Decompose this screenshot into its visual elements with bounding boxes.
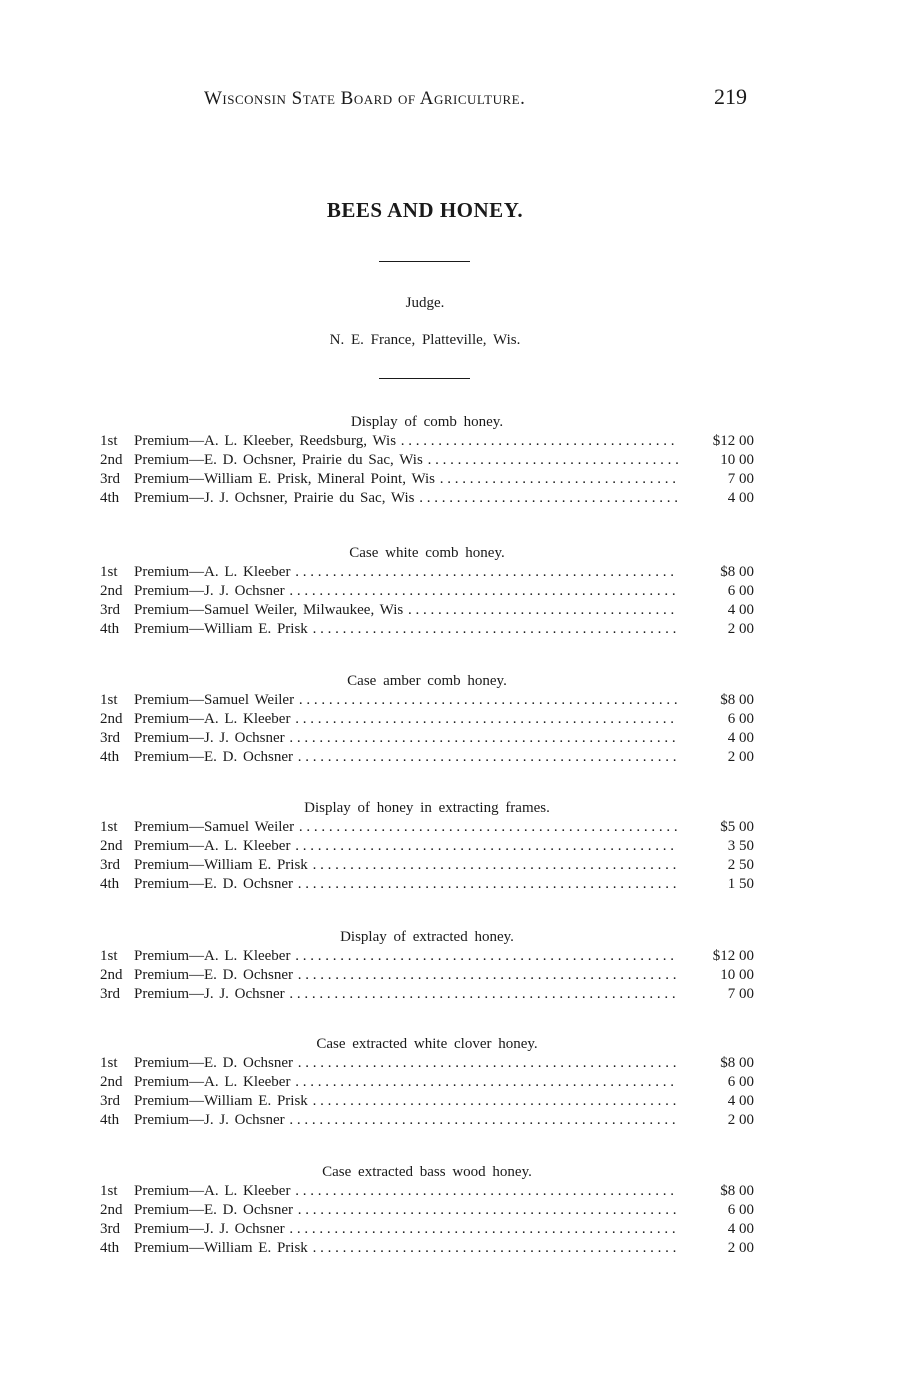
award-winner: Premium—Samuel Weiler, Milwaukee, Wis . . . bbox=[134, 601, 678, 620]
award-row bbox=[100, 1220, 754, 1239]
award-amount: 4 00 bbox=[727, 602, 754, 618]
judge-label: Judge. bbox=[405, 295, 445, 311]
award-place: 1st bbox=[100, 819, 118, 835]
award-winner: Premium—E. D. Ochsner . . . bbox=[134, 748, 678, 767]
award-row bbox=[100, 451, 754, 470]
category-title: Display of comb honey. bbox=[350, 414, 504, 430]
award-row bbox=[100, 875, 754, 894]
category-title: Case amber comb honey. bbox=[347, 673, 507, 689]
award-row bbox=[100, 470, 754, 489]
section-title: BEES AND HONEY. bbox=[326, 198, 524, 222]
award-place: 1st bbox=[100, 1183, 118, 1199]
award-amount: $5 00 bbox=[720, 819, 754, 835]
award-amount: $12 00 bbox=[712, 433, 754, 449]
award-place: 4th bbox=[100, 1112, 120, 1128]
award-amount: 10 00 bbox=[720, 452, 754, 468]
award-row bbox=[100, 985, 754, 1004]
award-winner: Premium—J. J. Ochsner . . . bbox=[134, 1111, 678, 1130]
category-title: Display of extracted honey. bbox=[340, 929, 514, 945]
award-place: 2nd bbox=[100, 711, 123, 727]
award-amount: 2 00 bbox=[727, 1112, 754, 1128]
award-amount: 4 00 bbox=[727, 490, 754, 506]
category-title: Case white comb honey. bbox=[349, 545, 505, 561]
award-place: 1st bbox=[100, 433, 118, 449]
award-winner: Premium—E. D. Ochsner . . . bbox=[134, 1054, 678, 1073]
award-place: 1st bbox=[100, 692, 118, 708]
award-winner: Premium—E. D. Ochsner, Prairie du Sac, Wis . . . bbox=[134, 451, 678, 470]
award-place: 3rd bbox=[100, 602, 120, 618]
award-winner: Premium—E. D. Ochsner . . . bbox=[134, 875, 678, 894]
award-amount: 6 00 bbox=[727, 583, 754, 599]
award-row bbox=[100, 563, 754, 582]
award-row bbox=[100, 947, 754, 966]
award-place: 2nd bbox=[100, 1074, 123, 1090]
award-row bbox=[100, 837, 754, 856]
award-row bbox=[100, 691, 754, 710]
award-amount: 2 50 bbox=[727, 857, 754, 873]
award-amount: 10 00 bbox=[720, 967, 754, 983]
premium-category bbox=[100, 671, 754, 767]
award-amount: 2 00 bbox=[727, 621, 754, 637]
award-amount: 2 00 bbox=[727, 749, 754, 765]
award-row bbox=[100, 856, 754, 875]
award-row bbox=[100, 620, 754, 639]
award-winner: Premium—A. L. Kleeber . . . bbox=[134, 947, 678, 966]
award-place: 2nd bbox=[100, 452, 123, 468]
award-amount: 6 00 bbox=[727, 1074, 754, 1090]
award-amount: 1 50 bbox=[727, 876, 754, 892]
award-row bbox=[100, 1073, 754, 1092]
award-place: 2nd bbox=[100, 838, 123, 854]
award-winner: Premium—J. J. Ochsner . . . bbox=[134, 1220, 678, 1239]
award-amount: 4 00 bbox=[727, 1221, 754, 1237]
award-row bbox=[100, 601, 754, 620]
award-amount: 2 00 bbox=[727, 1240, 754, 1256]
award-row bbox=[100, 1092, 754, 1111]
award-amount: 3 50 bbox=[727, 838, 754, 854]
award-place: 4th bbox=[100, 490, 120, 506]
award-amount: $8 00 bbox=[720, 1055, 754, 1071]
category-title: Display of honey in extracting frames. bbox=[304, 800, 550, 816]
award-row bbox=[100, 710, 754, 729]
award-amount: $8 00 bbox=[720, 564, 754, 580]
award-amount: $8 00 bbox=[720, 1183, 754, 1199]
award-winner: Premium—J. J. Ochsner . . . bbox=[134, 729, 678, 748]
page-number: 219 bbox=[714, 84, 747, 109]
running-head: Wisconsin State Board of Agriculture. bbox=[204, 88, 526, 109]
award-row bbox=[100, 1239, 754, 1258]
premium-category bbox=[100, 798, 754, 894]
category-title: Case extracted white clover honey. bbox=[316, 1036, 538, 1052]
award-winner: Premium—William E. Prisk . . . bbox=[134, 856, 678, 875]
premium-category bbox=[100, 1034, 754, 1130]
award-winner: Premium—J. J. Ochsner . . . bbox=[134, 582, 678, 601]
award-place: 2nd bbox=[100, 967, 123, 983]
award-winner: Premium—A. L. Kleeber . . . bbox=[134, 837, 678, 856]
premium-category bbox=[100, 412, 754, 508]
award-place: 3rd bbox=[100, 1221, 120, 1237]
award-place: 1st bbox=[100, 1055, 118, 1071]
award-winner: Premium—A. L. Kleeber . . . bbox=[134, 710, 678, 729]
award-amount: 6 00 bbox=[727, 711, 754, 727]
judge-name: N. E. France, Platteville, Wis. bbox=[329, 332, 521, 348]
award-place: 2nd bbox=[100, 583, 123, 599]
award-row bbox=[100, 1054, 754, 1073]
award-amount: $12 00 bbox=[712, 948, 754, 964]
award-winner: Premium—A. L. Kleeber . . . bbox=[134, 563, 678, 582]
award-place: 1st bbox=[100, 948, 118, 964]
award-place: 4th bbox=[100, 621, 120, 637]
award-winner: Premium—Samuel Weiler . . . bbox=[134, 691, 678, 710]
award-winner: Premium—William E. Prisk . . . bbox=[134, 1092, 678, 1111]
award-place: 3rd bbox=[100, 471, 120, 487]
award-row bbox=[100, 1182, 754, 1201]
award-amount: 4 00 bbox=[727, 1093, 754, 1109]
award-row bbox=[100, 1201, 754, 1220]
award-row bbox=[100, 818, 754, 837]
award-place: 4th bbox=[100, 876, 120, 892]
premium-category bbox=[100, 543, 754, 639]
award-winner: Premium—J. J. Ochsner, Prairie du Sac, Wis . . . bbox=[134, 489, 678, 508]
premium-category bbox=[100, 927, 754, 1004]
award-place: 3rd bbox=[100, 1093, 120, 1109]
award-winner: Premium—A. L. Kleeber . . . bbox=[134, 1073, 678, 1092]
award-amount: 7 00 bbox=[727, 986, 754, 1002]
award-amount: $8 00 bbox=[720, 692, 754, 708]
category-title: Case extracted bass wood honey. bbox=[322, 1164, 532, 1180]
award-amount: 4 00 bbox=[727, 730, 754, 746]
award-row bbox=[100, 966, 754, 985]
award-place: 1st bbox=[100, 564, 118, 580]
award-place: 4th bbox=[100, 749, 120, 765]
award-row bbox=[100, 748, 754, 767]
premium-category bbox=[100, 1162, 754, 1258]
award-winner: Premium—J. J. Ochsner . . . bbox=[134, 985, 678, 1004]
award-amount: 6 00 bbox=[727, 1202, 754, 1218]
award-row bbox=[100, 1111, 754, 1130]
award-place: 3rd bbox=[100, 857, 120, 873]
award-row bbox=[100, 582, 754, 601]
award-place: 3rd bbox=[100, 986, 120, 1002]
award-winner: Premium—William E. Prisk . . . bbox=[134, 620, 678, 639]
award-winner: Premium—A. L. Kleeber, Reedsburg, Wis . . . bbox=[134, 432, 678, 451]
award-winner: Premium—E. D. Ochsner . . . bbox=[134, 966, 678, 985]
award-winner: Premium—E. D. Ochsner . . . bbox=[134, 1201, 678, 1220]
award-amount: 7 00 bbox=[727, 471, 754, 487]
divider-rule bbox=[379, 378, 470, 379]
award-winner: Premium—William E. Prisk . . . bbox=[134, 1239, 678, 1258]
award-winner: Premium—A. L. Kleeber . . . bbox=[134, 1182, 678, 1201]
award-row bbox=[100, 489, 754, 508]
award-winner: Premium—Samuel Weiler . . . bbox=[134, 818, 678, 837]
award-place: 2nd bbox=[100, 1202, 123, 1218]
award-row bbox=[100, 432, 754, 451]
award-place: 4th bbox=[100, 1240, 120, 1256]
divider-rule bbox=[379, 261, 470, 262]
award-winner: Premium—William E. Prisk, Mineral Point, Wis . . . bbox=[134, 470, 678, 489]
award-row bbox=[100, 729, 754, 748]
award-place: 3rd bbox=[100, 730, 120, 746]
